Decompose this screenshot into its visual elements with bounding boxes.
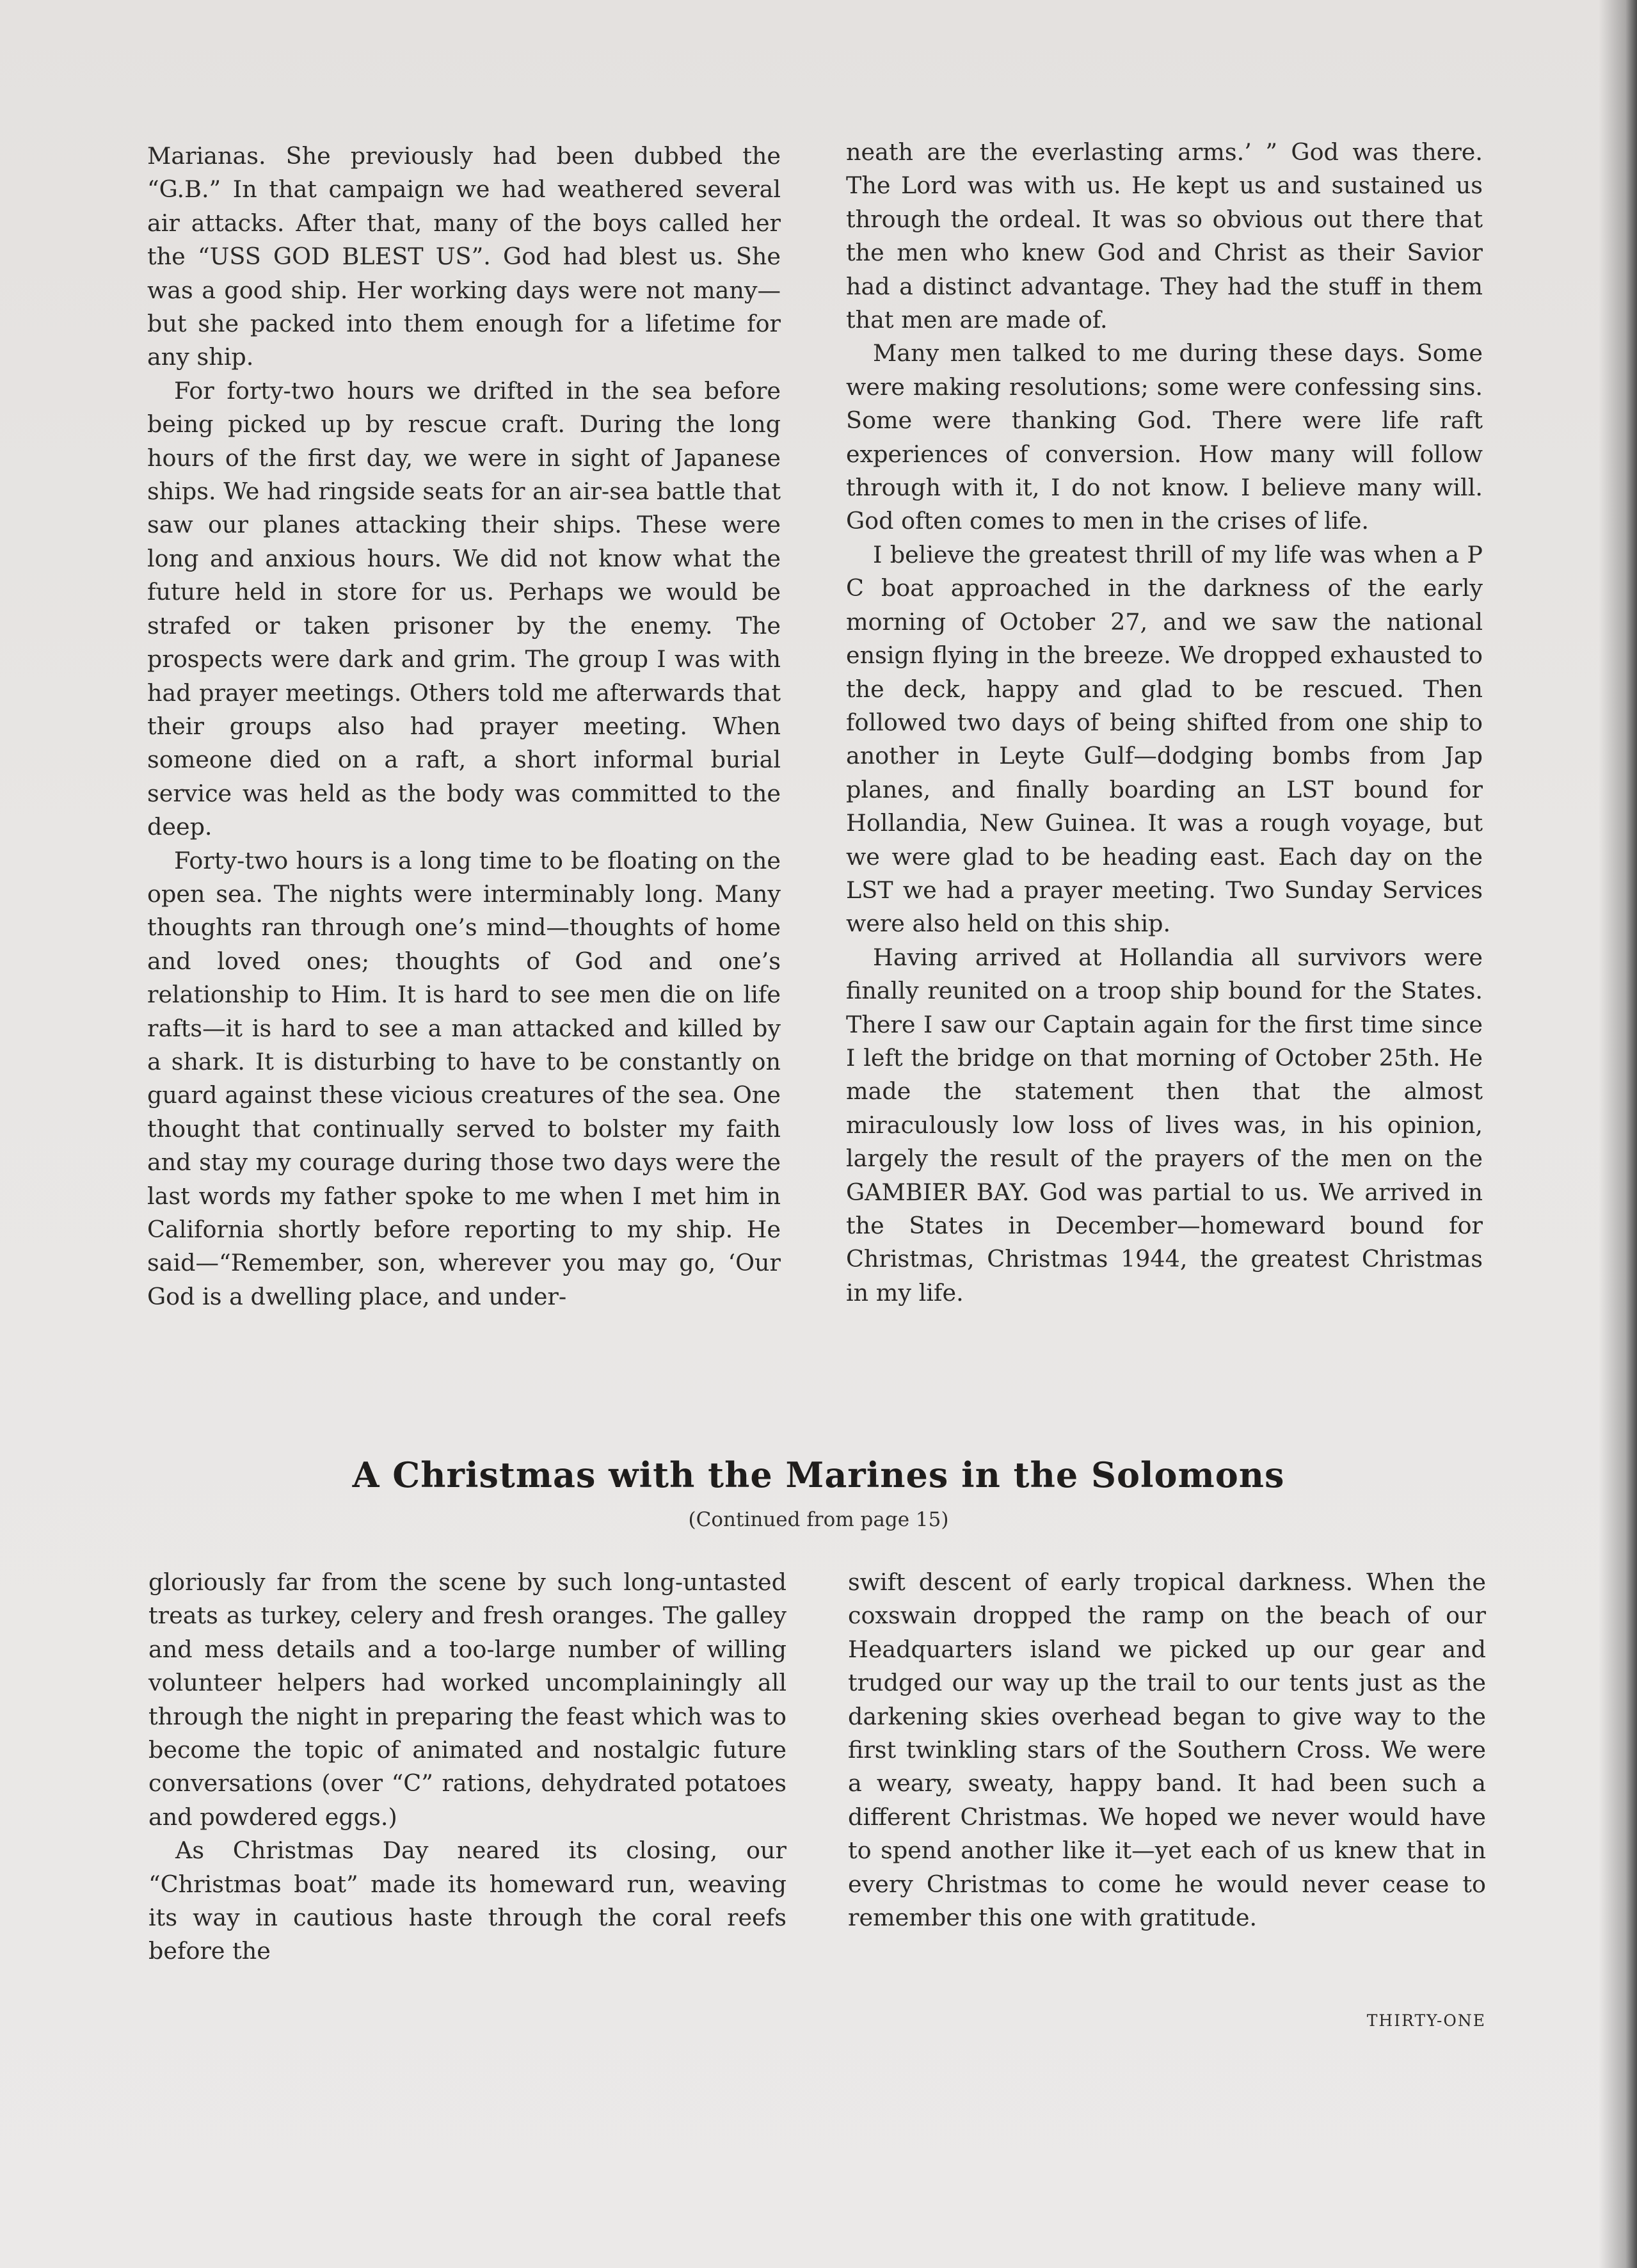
paragraph: Having arrived at Hollandia all survivors were finally reunited on a troop ship bound for the States. There I saw our Captain again for the first time since I left the bridge on that morning of October 25th. He made the statement then that the almost miraculously low loss of lives was, in his opinion, largely the result of the prayers of the men on the GAMBIER BAY. God was partial to us. We arrived in the States in December—homeward bound for Christmas, Christmas 1944, the greatest Christmas in my life. <box>846 943 1483 1307</box>
page-number: THIRTY-ONE <box>1366 2011 1486 2030</box>
article2-left-column <box>148 1566 787 1968</box>
paragraph: swift descent of early tropical darkness. When the coxswain dropped the ramp on the beach of our Headquarters island we picked up our gear and trudged our way up the trail to our tents just as the darkening skies overhead began to give way to the first twinkling stars of the Southern Cross. We were a weary, sweaty, happy band. It had been such a different Christmas. We hoped we never would have to spend another like it—yet each of us knew that in every Christmas to come he would never cease to remember this one with gratitude. <box>848 1568 1486 1932</box>
article2-continued-note: (Continued from page 15) <box>688 1508 949 1531</box>
article2-right-column <box>848 1566 1486 1934</box>
paragraph: Many men talked to me during these days. Some were making resolutions; some were confessing sins. Some were thanking God. There were life raft experiences of conversion. How many will follow through with it, I do not know. I believe many will. God often comes to men in the crises of life. <box>846 339 1483 535</box>
paragraph: Marianas. She previously had been dubbed the “G.B.” In that campaign we had weathered several air attacks. After that, many of the boys called her the “USS GOD BLEST US”. God had blest us. She was a good ship. Her working days were not many—but she packed into them enough for a lifetime for any ship. <box>147 142 781 371</box>
paragraph: I believe the greatest thrill of my life was when a P C boat approached in the darkness of the early morning of October 27, and we saw the national ensign flying in the breeze. We dropped exhausted to the deck, happy and glad to be rescued. Then followed two days of being shifted from one ship to another in Leyte Gulf—dodging bombs from Jap planes, and finally boarding an LST bound for Hollandia, New Guinea. It was a rough voyage, but we were glad to be heading east. Each day on the LST we had a prayer meeting. Two Sunday Services were also held on this ship. <box>846 540 1483 938</box>
paragraph: gloriously far from the scene by such long-untasted treats as turkey, celery and fresh oranges. The galley and mess details and a too-large number of willing volunteer helpers had worked uncomplainingly all through the night in preparing the feast which was to become the topic of animated and nostalgic future conversations (over “C” rations, dehydrated potatoes and powdered eggs.) <box>148 1568 787 1831</box>
page-edge-shadow <box>1599 0 1637 2268</box>
paragraph: neath are the everlasting arms.’ ” God was there. The Lord was with us. He kept us and sustained us through the ordeal. It was so obvious out there that the men who knew God and Christ as their Savior had a distinct advantage. They had the stuff in them that men are made of. <box>846 138 1483 334</box>
article2-title: A Christmas with the Marines in the Solomons <box>352 1454 1285 1495</box>
paragraph: As Christmas Day neared its closing, our “Christmas boat” made its homeward run, weaving its way in cautious haste through the coral reefs before the <box>148 1837 787 1965</box>
article1-right-column <box>846 136 1483 1310</box>
article1-left-column <box>147 140 781 1314</box>
paragraph: Forty-two hours is a long time to be floating on the open sea. The nights were interminably long. Many thoughts ran through one’s mind—thoughts of home and loved ones; thoughts of God and one’s relationship to Him. It is hard to see men die on life rafts—it is hard to see a man attacked and killed by a shark. It is disturbing to have to be constantly on guard against these vicious creatures of the sea. One thought that continually served to bolster my faith and stay my courage during those two days were the last words my father spoke to me when I met him in California shortly before reporting to my ship. He said—“Remember, son, wherever you may go, ‘Our God is a dwelling place, and under- <box>147 846 781 1310</box>
paragraph: For forty-two hours we drifted in the sea before being picked up by rescue craft. During the long hours of the first day, we were in sight of Japanese ships. We had ringside seats for an air-sea battle that saw our planes attacking their ships. These were long and anxious hours. We did not know what the future held in store for us. Perhaps we would be strafed or taken prisoner by the enemy. The prospects were dark and grim. The group I was with had prayer meetings. Others told me afterwards that their groups also had prayer meeting. When someone died on a raft, a short informal burial service was held as the body was committed to the deep. <box>147 376 781 841</box>
